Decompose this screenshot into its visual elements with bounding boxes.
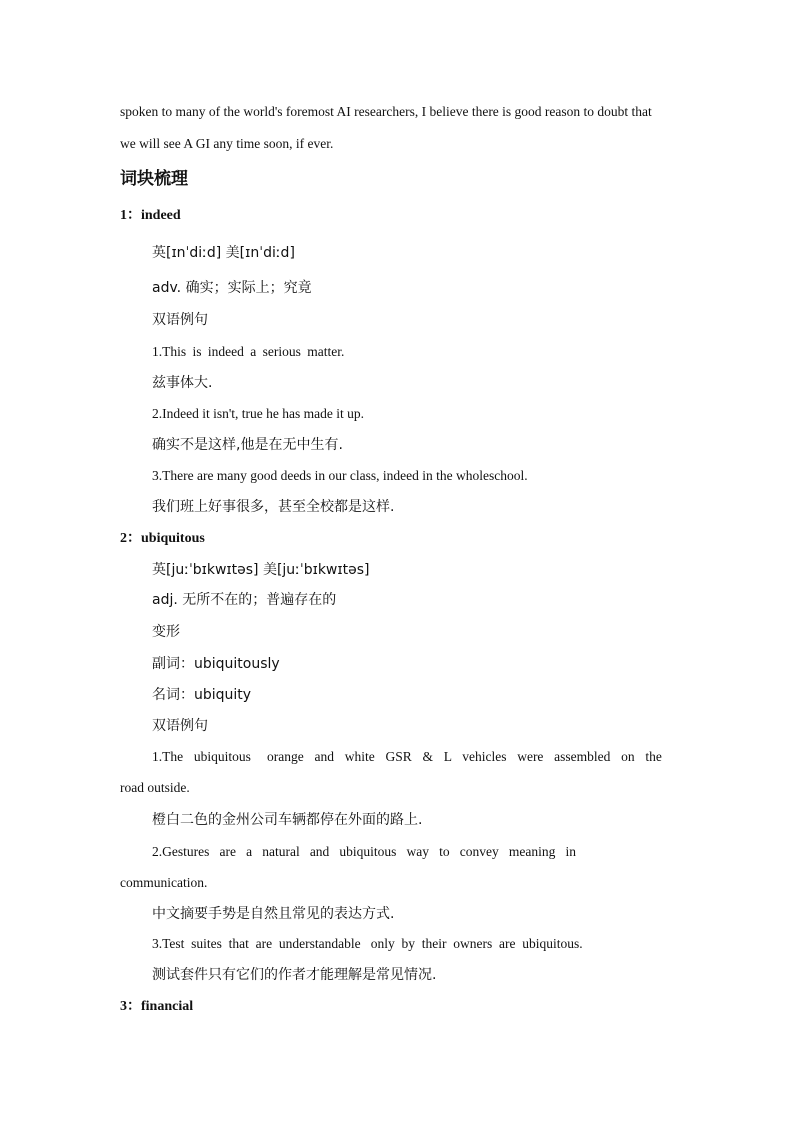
example-cn: 测试套件只有它们的作者才能理解是常见情况. xyxy=(152,967,437,983)
example-en: 3.There are many good deeds in our class, indeed in the wholeschool. xyxy=(152,468,528,483)
example-en: 2.Indeed it isn't, true he has made it up. xyxy=(152,406,365,421)
example-en-line2: communication. xyxy=(120,875,208,890)
forms-label: 变形 xyxy=(152,624,180,640)
section-title: 词块梳理 xyxy=(120,169,188,189)
phonetic: 英[juːˈbɪkwɪtəs] 美[juːˈbɪkwɪtəs] xyxy=(152,562,370,578)
example-cn: 中文摘要手势是自然且常见的表达方式. xyxy=(152,906,395,922)
example-en-line2: road outside. xyxy=(120,780,190,795)
example-cn: 确实不是这样,他是在无中生有. xyxy=(152,437,343,453)
examples-label: 双语例句 xyxy=(152,718,208,734)
example-en: 1.This is indeed a serious matter. xyxy=(152,344,345,359)
term-heading-financial: 3：financial xyxy=(120,999,194,1014)
definition: adj. 无所不在的；普遍存在的 xyxy=(152,592,337,608)
example-en-line1: 2.Gestures are a natural and ubiquitous way to convey meaning in xyxy=(152,844,577,859)
intro-line-2: we will see A GI any time soon, if ever. xyxy=(120,136,334,151)
example-en: 3.Test suites that are understandable only by their owners are ubiquitous. xyxy=(152,936,583,951)
intro-line-1: spoken to many of the world's foremost AI researchers, I believe there is good reason to doubt that xyxy=(120,104,652,119)
example-en-line1: 1.The ubiquitous orange and white GSR & L vehicles were assembled on the xyxy=(152,749,662,764)
word-form: 名词：ubiquity xyxy=(152,687,252,703)
definition: adv. 确实；实际上；究竟 xyxy=(152,280,312,296)
examples-label: 双语例句 xyxy=(152,312,208,328)
example-cn: 橙白二色的金州公司车辆都停在外面的路上. xyxy=(152,812,423,828)
term-heading-indeed: 1：indeed xyxy=(120,208,181,223)
term-heading-ubiquitous: 2：ubiquitous xyxy=(120,531,205,546)
phonetic: 英[ɪnˈdiːd] 美[ɪnˈdiːd] xyxy=(152,245,295,261)
example-cn: 我们班上好事很多，甚至全校都是这样. xyxy=(152,499,395,515)
word-form: 副词：ubiquitously xyxy=(152,656,280,672)
example-cn: 兹事体大. xyxy=(152,375,213,391)
